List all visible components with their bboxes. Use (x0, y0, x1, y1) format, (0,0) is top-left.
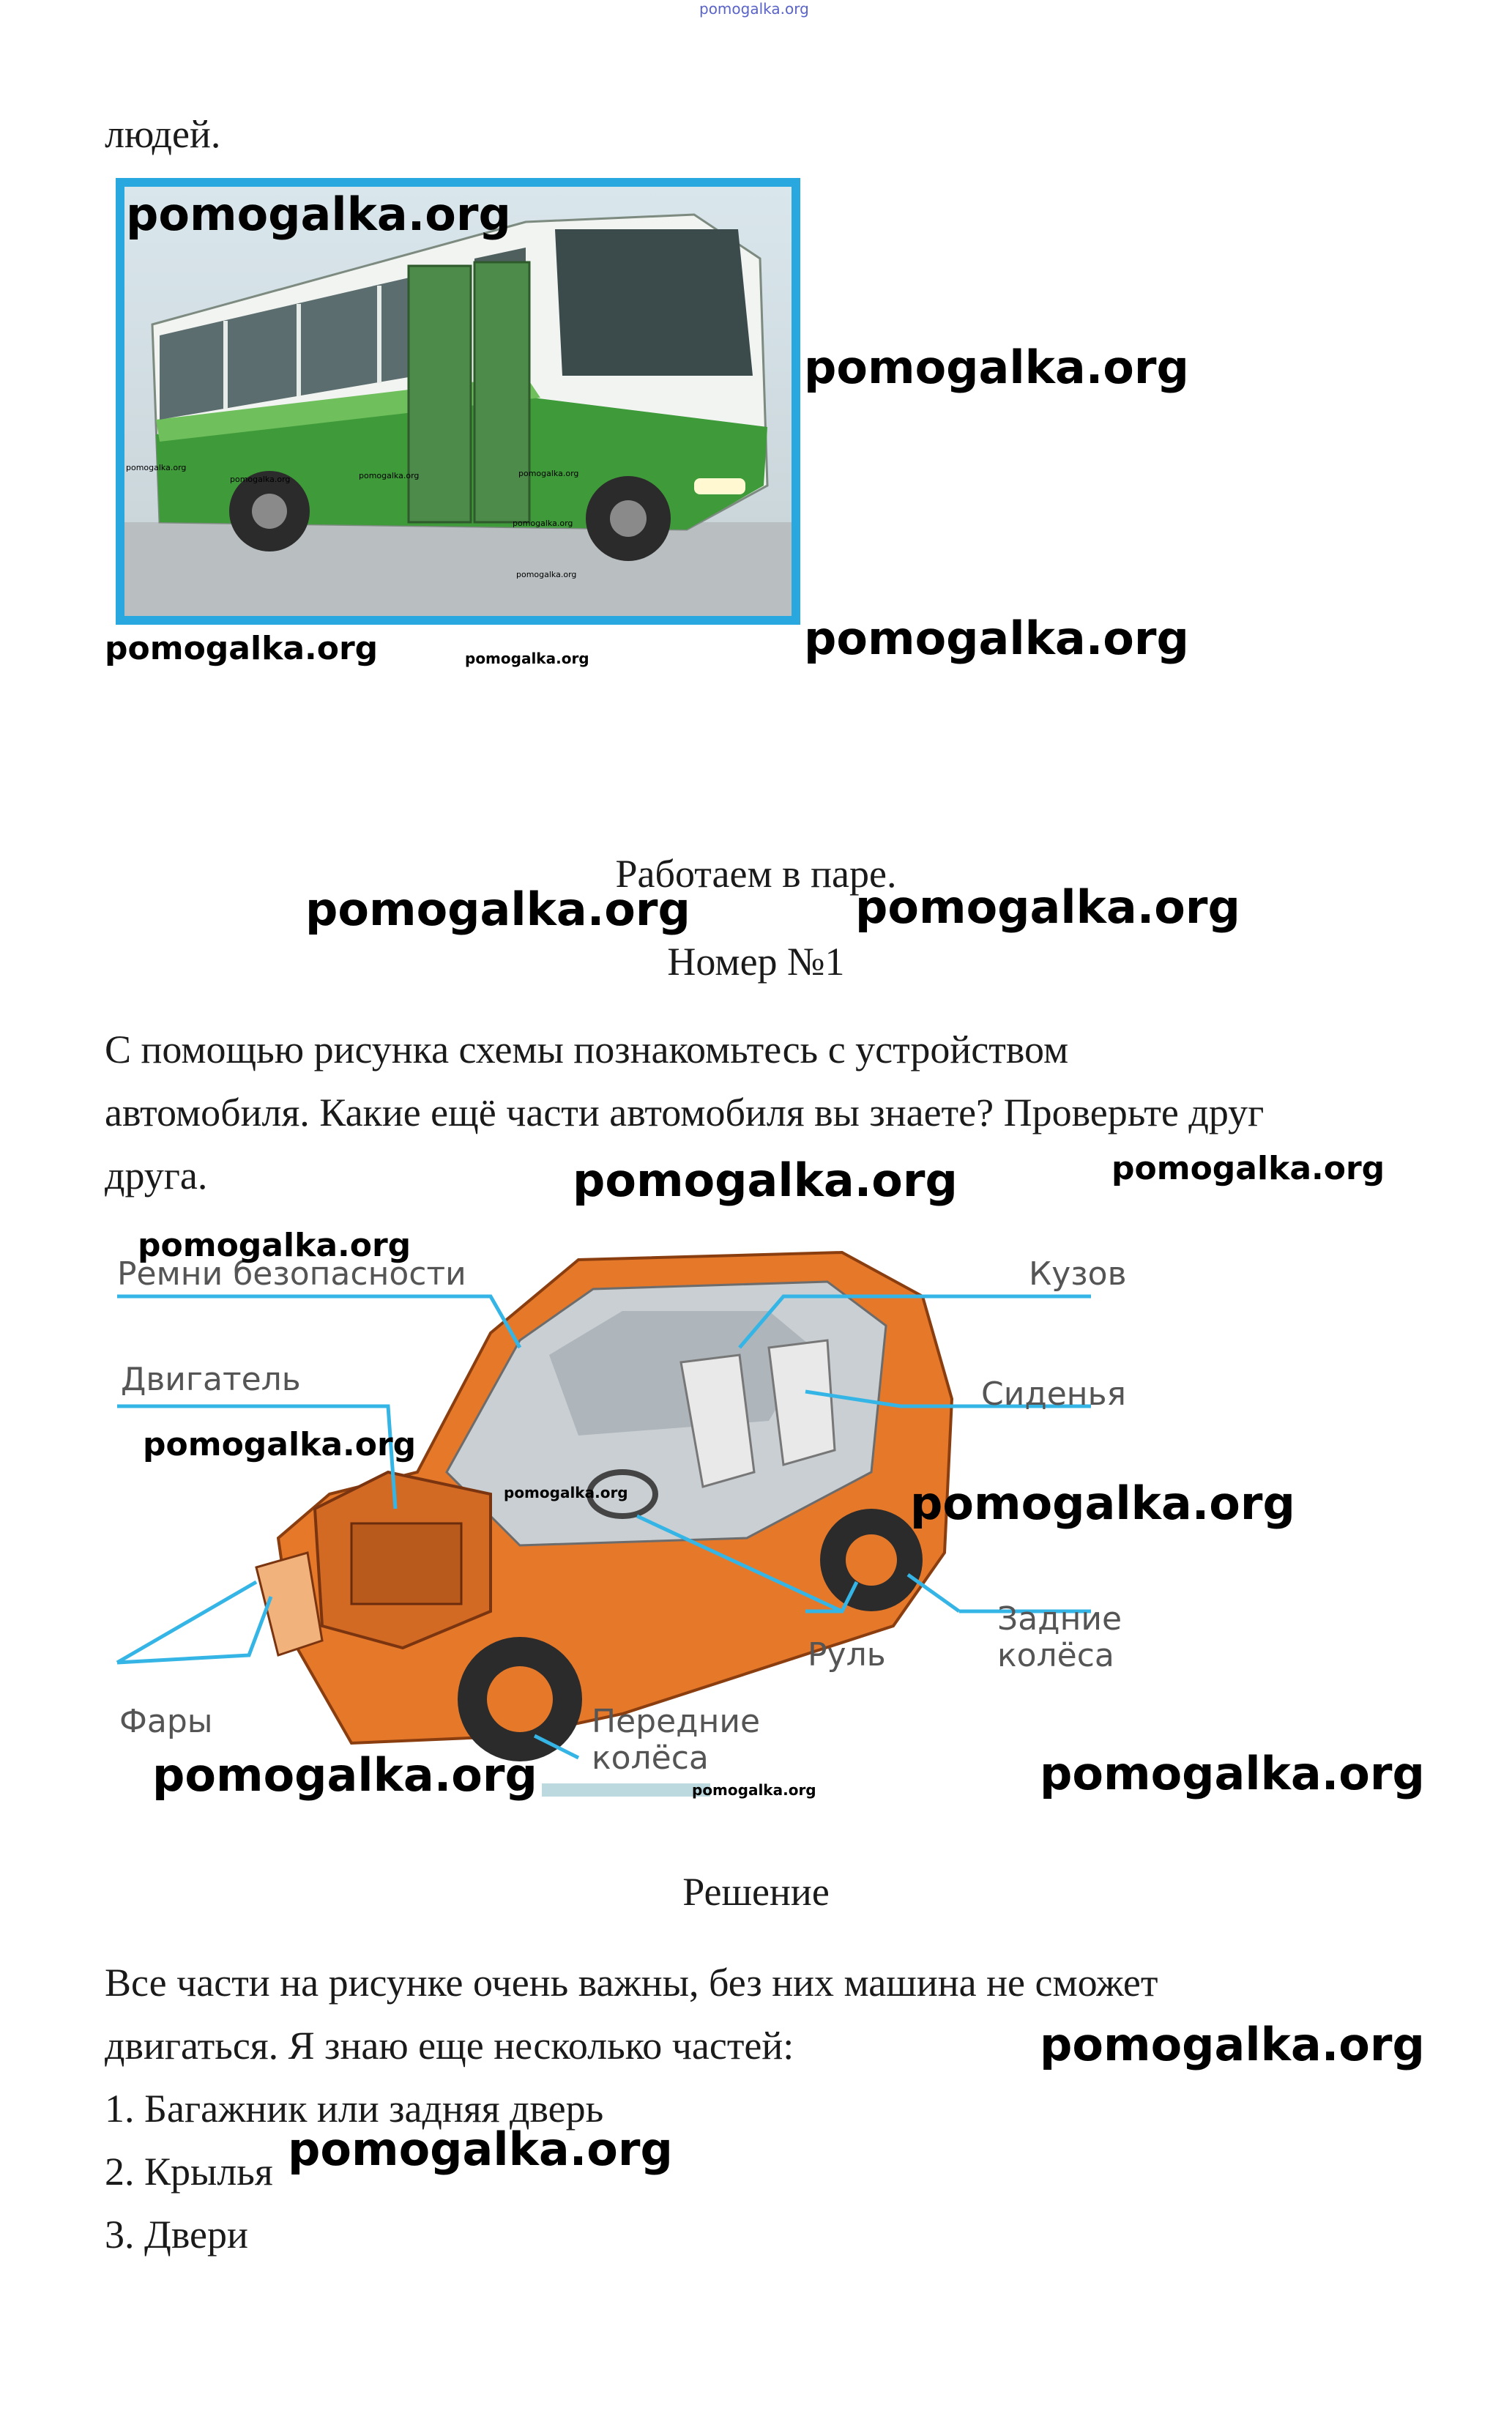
watermark-heading-1: pomogalka.org (305, 883, 690, 936)
bus-image (116, 178, 800, 625)
label-seats: Сиденья (981, 1375, 1126, 1413)
watermark-bus-6: pomogalka.org (126, 463, 187, 472)
watermark-car-2: pomogalka.org (143, 1426, 417, 1463)
watermark-car-7: pomogalka.org (1040, 1747, 1425, 1800)
watermark-task-2: pomogalka.org (1111, 1150, 1385, 1187)
watermark-bus-1: pomogalka.org (126, 187, 511, 241)
watermark-task-1: pomogalka.org (573, 1154, 958, 1207)
answer-item: 3. Двери (105, 2213, 248, 2257)
section-heading: Работаем в паре. (615, 852, 897, 896)
watermark-car-5: pomogalka.org (152, 1748, 537, 1802)
label-engine: Двигатель (121, 1361, 301, 1398)
solution-heading: Решение (682, 1870, 830, 1914)
watermark-car-3: pomogalka.org (504, 1484, 628, 1501)
watermark-car-4: pomogalka.org (910, 1477, 1295, 1530)
watermark-bus-10: pomogalka.org (513, 519, 573, 528)
label-seatbelts: Ремни безопасности (117, 1255, 466, 1293)
solution-text-line-2: двигаться. Я знаю еще несколько частей: (105, 2024, 794, 2068)
label-front-wheels-line-2: колёса (592, 1739, 709, 1777)
answer-item: 2. Крылья (105, 2150, 273, 2194)
label-rear-wheels-line-1: Задние (997, 1600, 1122, 1638)
task-number: Номер №1 (667, 940, 845, 984)
bus-illustration (116, 178, 800, 625)
label-body: Кузов (1029, 1255, 1127, 1293)
task-text-line-1: С помощью рисунка схемы познакомьтесь с устройством (105, 1028, 1069, 1072)
watermark-bus-2: pomogalka.org (804, 341, 1189, 394)
watermark-solution-1: pomogalka.org (1040, 2018, 1425, 2071)
watermark-bus-4: pomogalka.org (105, 630, 379, 667)
solution-text-line-1: Все части на рисунке очень важны, без них машина не сможет (105, 1961, 1158, 2005)
watermark-answers-1: pomogalka.org (288, 2123, 673, 2176)
watermark-car-1: pomogalka.org (138, 1227, 411, 1264)
watermark-bus-9: pomogalka.org (518, 469, 579, 478)
watermark-bus-8: pomogalka.org (359, 471, 420, 480)
watermark-bus-11: pomogalka.org (516, 570, 577, 579)
task-text-line-2: автомобиля. Какие ещё части автомобиля вы знаете? Проверьте друг (105, 1091, 1265, 1134)
watermark-car-6: pomogalka.org (692, 1781, 816, 1799)
top-text: людей. (105, 112, 221, 156)
watermark-bus-5: pomogalka.org (465, 650, 589, 667)
watermark-heading-2: pomogalka.org (855, 880, 1240, 934)
answer-item: 1. Багажник или задняя дверь (105, 2087, 604, 2131)
watermark-bus-7: pomogalka.org (230, 475, 291, 484)
label-front-wheels-line-1: Передние (592, 1703, 761, 1740)
label-rear-wheels-line-2: колёса (997, 1637, 1114, 1674)
label-steering: Руль (808, 1636, 886, 1674)
watermark-top: pomogalka.org (699, 0, 809, 18)
task-text-line-3: друга. (105, 1154, 208, 1197)
label-headlights: Фары (119, 1703, 213, 1740)
watermark-bus-3: pomogalka.org (804, 612, 1189, 665)
